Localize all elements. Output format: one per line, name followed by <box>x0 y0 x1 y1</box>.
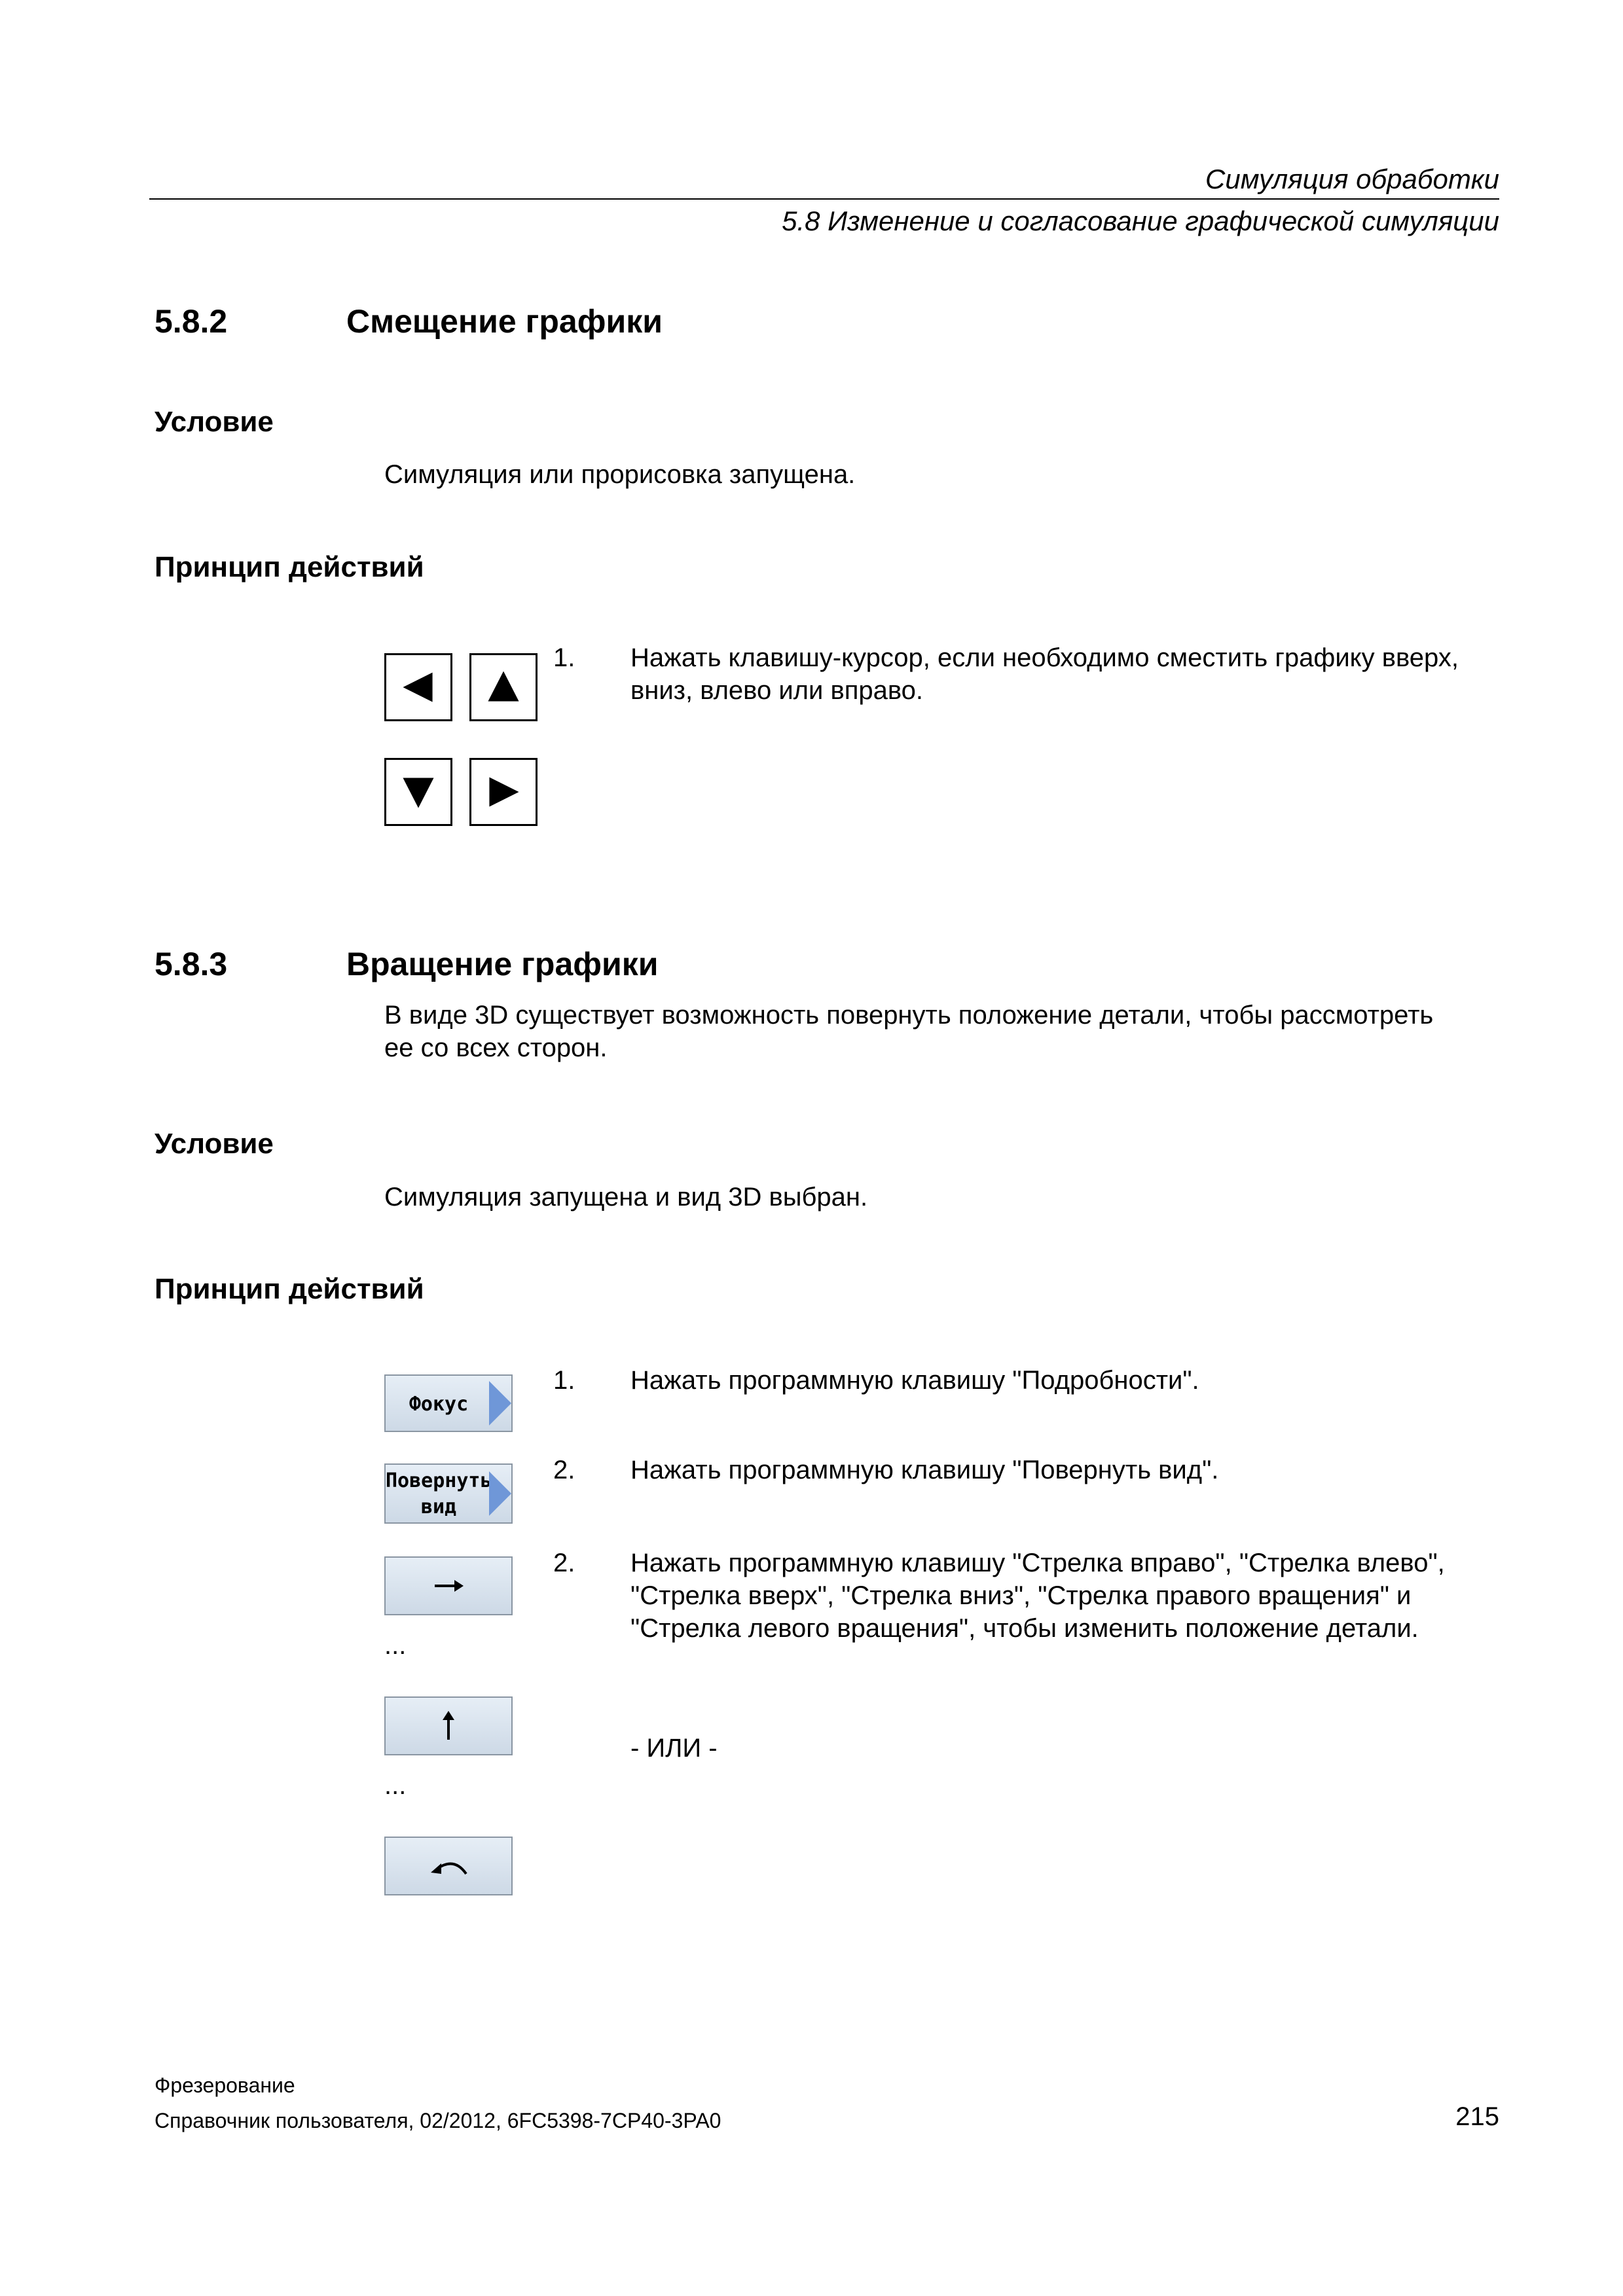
down-arrow-key[interactable] <box>384 758 452 826</box>
header-chapter: Симуляция обработки <box>1205 164 1499 194</box>
rotate-view-softkey[interactable] <box>384 1463 513 1524</box>
arrow-up-icon <box>439 1710 458 1742</box>
section-583-condition-heading: Условие <box>155 1128 274 1160</box>
footer-product: Фрезерование <box>155 2073 295 2097</box>
triangle-down-icon <box>386 760 450 824</box>
rotate-view-label-line1: Повернуть <box>386 1469 492 1492</box>
header-section: 5.8 Изменение и согласование графической симуляции <box>782 206 1499 236</box>
footer-manual-info: Справочник пользователя, 02/2012, 6FC5398-7CP40-3PA0 <box>155 2109 721 2132</box>
section-582-step1-number: 1. <box>553 643 575 672</box>
rotate-left-icon <box>426 1854 471 1878</box>
step-number: 2. <box>553 1549 575 1577</box>
softkey-arrow-indicator <box>489 1381 511 1426</box>
focus-softkey-label: Фокус <box>409 1393 469 1416</box>
section-583-condition-text: Симуляция запущена и вид 3D выбран. <box>384 1183 868 1211</box>
step-line: Нажать клавишу-курсор, если необходимо сместить графику вверх, <box>630 643 1459 672</box>
section-582-principle-heading: Принцип действий <box>155 551 424 583</box>
step-line: "Стрелка вверх", "Стрелка вниз", "Стрелка правого вращения" и <box>630 1581 1412 1610</box>
step-number: 1. <box>553 1366 575 1395</box>
section-583-title: Вращение графики <box>346 946 659 982</box>
step-line: Нажать программную клавишу "Повернуть вид". <box>630 1456 1219 1484</box>
right-arrow-key[interactable] <box>469 758 538 826</box>
step-text <box>630 1364 1501 1397</box>
softkey-arrow-indicator <box>489 1471 511 1516</box>
step-number: 2. <box>553 1456 575 1484</box>
rotate-view-label-line2: вид <box>420 1496 457 1518</box>
ellipsis: ... <box>384 1631 407 1660</box>
step-line: Нажать программную клавишу "Стрелка вправо", "Стрелка влево", <box>630 1549 1445 1577</box>
focus-softkey[interactable] <box>384 1374 513 1432</box>
section-582-step1-text <box>630 641 1501 707</box>
section-582-title: Смещение графики <box>346 303 663 340</box>
step-text <box>630 1547 1501 1645</box>
arrow-right-softkey[interactable] <box>384 1556 513 1615</box>
up-arrow-key[interactable] <box>469 653 538 721</box>
page-number: 215 <box>1455 2102 1499 2131</box>
section-582-condition-text: Симуляция или прорисовка запущена. <box>384 460 856 489</box>
intro-line: ее со всех сторон. <box>384 1033 608 1062</box>
header-rule <box>149 198 1499 200</box>
triangle-left-icon <box>386 655 450 719</box>
step-text <box>630 1454 1501 1486</box>
triangle-right-icon <box>471 760 536 824</box>
section-583-intro <box>384 999 1433 1064</box>
step-line: "Стрелка левого вращения", чтобы изменить положение детали. <box>630 1614 1419 1643</box>
section-583-principle-heading: Принцип действий <box>155 1273 424 1305</box>
arrow-right-icon <box>432 1576 465 1596</box>
triangle-up-icon <box>471 655 536 719</box>
intro-line: В виде 3D существует возможность повернуть положение детали, чтобы рассмотреть <box>384 1001 1434 1030</box>
left-arrow-key[interactable] <box>384 653 452 721</box>
section-582-number: 5.8.2 <box>155 303 228 340</box>
rotate-left-softkey[interactable] <box>384 1837 513 1895</box>
step-line: вниз, влево или вправо. <box>630 676 924 705</box>
section-583-number: 5.8.3 <box>155 946 228 982</box>
step-line: Нажать программную клавишу "Подробности". <box>630 1366 1199 1395</box>
or-separator: - ИЛИ - <box>630 1734 718 1763</box>
ellipsis: ... <box>384 1771 407 1800</box>
arrow-up-softkey[interactable] <box>384 1696 513 1755</box>
section-582-condition-heading: Условие <box>155 406 274 438</box>
